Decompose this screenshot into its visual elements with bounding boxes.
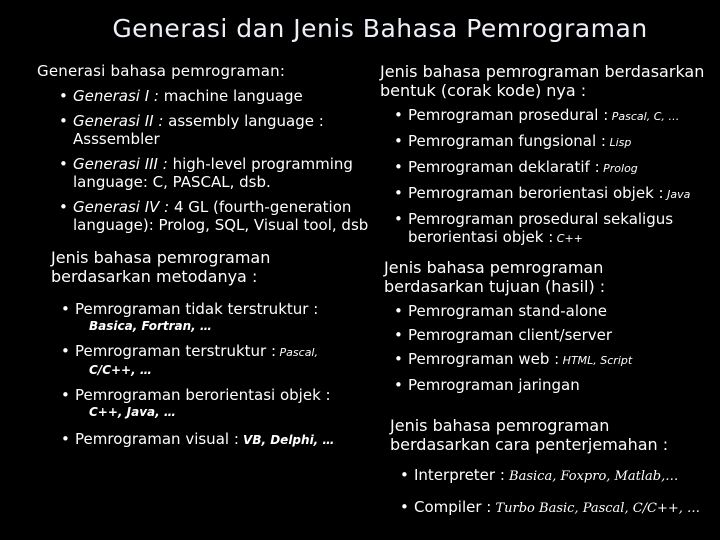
list-item xyxy=(394,184,716,204)
generasi-text: 4 GL (fourth-generation language): Prolog, SQL, Visual tool, dsb xyxy=(73,198,369,234)
bentuk-example: Lisp xyxy=(606,136,632,149)
generasi-list xyxy=(59,87,380,234)
bullet-icon: • xyxy=(400,498,409,516)
right-column xyxy=(378,62,716,518)
metode-list xyxy=(61,300,380,449)
metode-text: Pemrograman berorientasi objek : xyxy=(75,386,331,404)
metode-example: C/C++, … xyxy=(89,363,152,377)
bullet-icon: • xyxy=(394,326,403,344)
slide-title: Generasi dan Jenis Bahasa Pemrograman xyxy=(112,14,648,43)
list-item xyxy=(59,112,353,148)
list-item xyxy=(394,326,716,344)
terjemah-text: Compiler : xyxy=(414,498,492,516)
generasi-label: Generasi IV : xyxy=(73,198,170,216)
bentuk-text: Pemrograman fungsional : xyxy=(408,132,606,150)
generasi-text: assembly language : Asssembler xyxy=(73,112,324,148)
list-item xyxy=(61,386,380,404)
terjemah-text: Interpreter : xyxy=(414,466,505,484)
tujuan-text: Pemrograman jaringan xyxy=(408,376,580,394)
tujuan-example: HTML, Script xyxy=(559,354,633,367)
bullet-icon: • xyxy=(394,302,403,320)
metode-text: Pemrograman visual : xyxy=(75,430,239,448)
generasi-heading: Generasi bahasa pemrograman: xyxy=(37,62,286,80)
terjemah-example: Basica, Foxpro, Matlab,… xyxy=(504,469,679,484)
generasi-text: high-level programming language: C, PASCAL, dsb. xyxy=(73,155,353,191)
list-item xyxy=(394,132,716,152)
left-column xyxy=(35,62,380,449)
list-item xyxy=(59,198,383,234)
terjemah-heading: Jenis bahasa pemrograman berdasarkan cara penterjemahan : xyxy=(390,416,669,454)
generasi-label: Generasi II : xyxy=(73,112,164,130)
list-item xyxy=(394,376,716,394)
metode-example: Basica, Fortran, … xyxy=(89,319,212,333)
metode-text: Pemrograman terstruktur : xyxy=(75,342,277,360)
tujuan-text: Pemrograman client/server xyxy=(408,326,613,344)
bullet-icon: • xyxy=(61,300,70,318)
tujuan-text: Pemrograman stand-alone xyxy=(408,302,607,320)
bullet-icon: • xyxy=(61,386,70,404)
bentuk-example: Java xyxy=(663,188,691,201)
list-item xyxy=(61,300,380,318)
terjemah-example: Turbo Basic, Pascal, C/C++, … xyxy=(491,501,701,516)
list-item xyxy=(394,106,716,126)
bentuk-text: Pemrograman deklaratif : xyxy=(408,158,600,176)
generasi-label: Generasi I : xyxy=(73,87,159,105)
bentuk-example: Prolog xyxy=(599,162,638,175)
bullet-icon: • xyxy=(400,466,409,484)
bullet-icon: • xyxy=(59,155,68,173)
list-item xyxy=(59,155,383,191)
metode-example-inline: VB, Delphi, … xyxy=(238,433,335,447)
list-item xyxy=(394,302,716,320)
tujuan-list xyxy=(394,302,716,394)
bullet-icon: • xyxy=(61,430,70,448)
metode-heading: Jenis bahasa pemrograman berdasarkan metodanya : xyxy=(51,248,271,286)
list-item xyxy=(400,498,716,518)
list-item xyxy=(59,87,380,105)
generasi-label: Generasi III : xyxy=(73,155,168,173)
metode-example: C++, Java, … xyxy=(89,405,176,419)
terjemah-list xyxy=(400,466,716,518)
bullet-icon: • xyxy=(59,198,68,216)
list-item xyxy=(394,158,716,178)
bullet-icon: • xyxy=(394,376,403,394)
generasi-text: machine language xyxy=(158,87,303,105)
bullet-icon: • xyxy=(61,342,70,360)
bentuk-example: Pascal, C, … xyxy=(608,110,680,123)
bullet-icon: • xyxy=(394,158,403,176)
bentuk-text: Pemrograman prosedural sekaligus berorientasi objek : xyxy=(408,210,674,246)
bullet-icon: • xyxy=(59,112,68,130)
bentuk-text: Pemrograman berorientasi objek : xyxy=(408,184,664,202)
metode-text: Pemrograman tidak terstruktur : xyxy=(75,300,319,318)
bentuk-text: Pemrograman prosedural : xyxy=(408,106,609,124)
tujuan-heading: Jenis bahasa pemrograman berdasarkan tujuan (hasil) : xyxy=(384,258,606,296)
metode-example-inline: Pascal, xyxy=(276,346,318,359)
list-item xyxy=(394,210,678,248)
bullet-icon: • xyxy=(394,106,403,124)
tujuan-text: Pemrograman web : xyxy=(408,350,560,368)
list-item xyxy=(61,430,380,449)
bullet-icon: • xyxy=(59,87,68,105)
bentuk-list xyxy=(394,106,716,248)
list-item xyxy=(394,350,716,370)
bullet-icon: • xyxy=(394,184,403,202)
bullet-icon: • xyxy=(394,132,403,150)
list-item xyxy=(400,466,716,486)
bullet-icon: • xyxy=(394,210,403,228)
bentuk-heading: Jenis bahasa pemrograman berdasarkan bentuk (corak kode) nya : xyxy=(380,62,705,100)
list-item xyxy=(61,342,380,362)
bentuk-example: C++ xyxy=(553,232,583,245)
bullet-icon: • xyxy=(394,350,403,368)
